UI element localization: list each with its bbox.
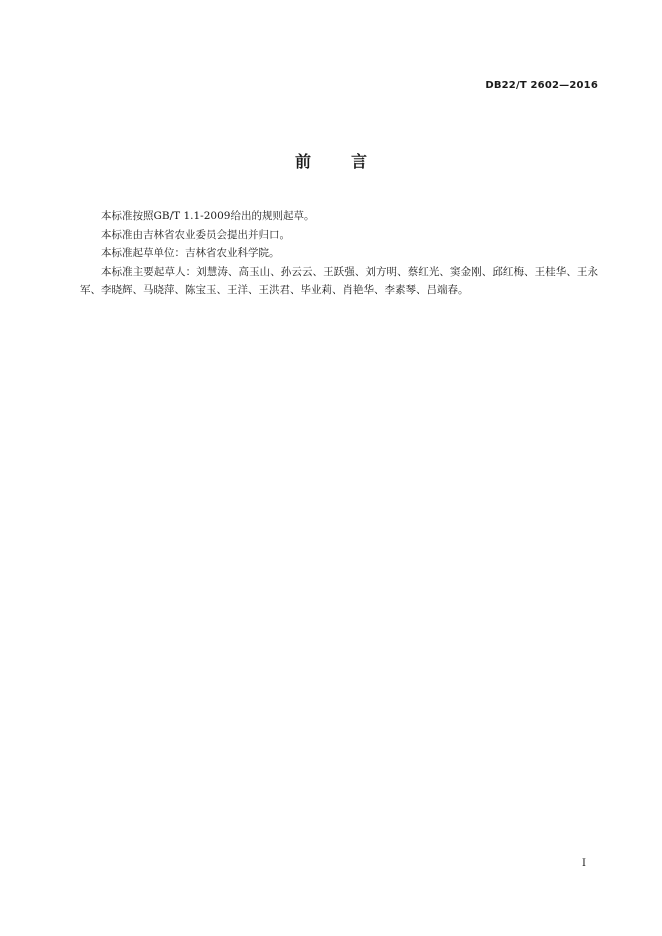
paragraph-drafting-rules: 本标准按照GB/T 1.1-2009给出的规则起草。 — [101, 210, 315, 222]
foreword-body — [80, 207, 598, 300]
paragraph-proposer: 本标准由吉林省农业委员会提出并归口。 — [101, 228, 290, 241]
paragraph-drafting-unit: 本标准起草单位：吉林省农业科学院。 — [101, 247, 280, 259]
document-code: DB22/T 2602—2016 — [485, 80, 598, 91]
paragraph-drafters: 本标准主要起草人：刘慧涛、高玉山、孙云云、王跃强、刘方明、蔡红光、窦金刚、邱红梅、王桂华、王永军、李晓辉、马晓萍、陈宝玉、王洋、王洪君、毕业莉、肖艳华、李素琴、吕端春。 — [80, 265, 598, 296]
section-title: 前言 — [294, 152, 407, 171]
page-number: I — [582, 858, 586, 869]
